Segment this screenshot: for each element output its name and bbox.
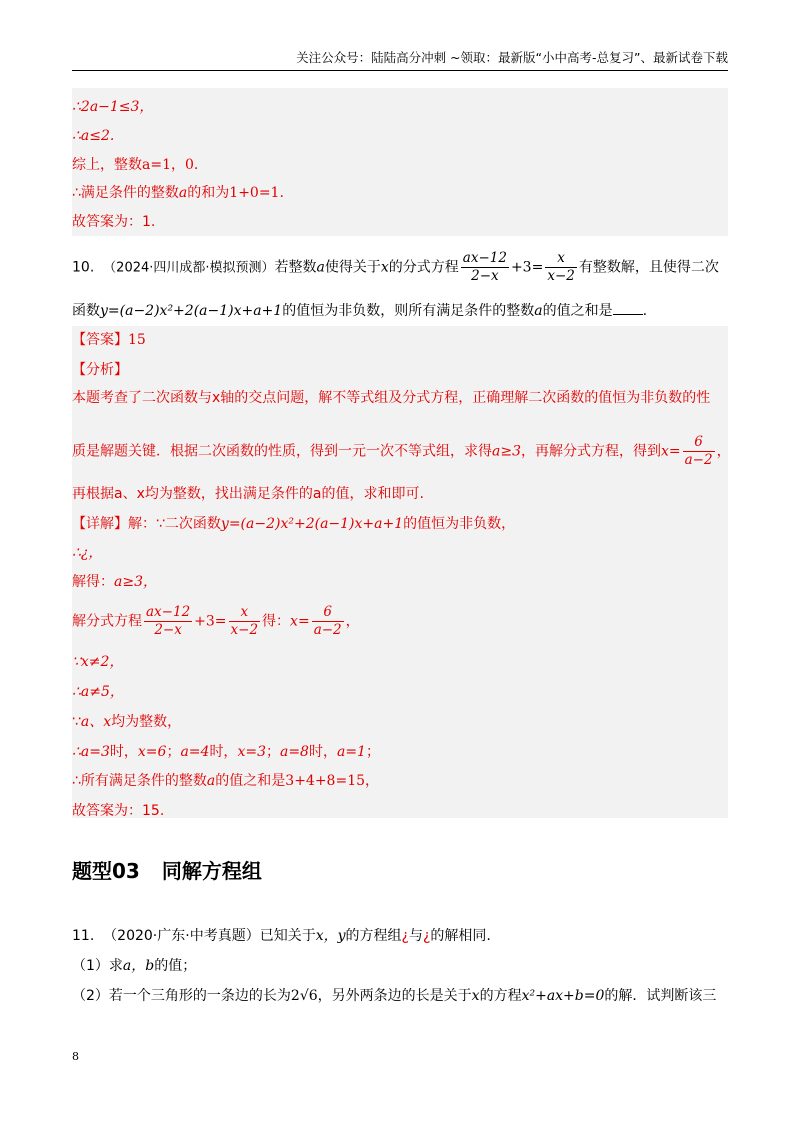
detail-line-9: ∴所有满足条件的整数a的值之和是3+4+8=15，: [72, 773, 380, 789]
analysis-label: 【分析】: [72, 362, 128, 378]
top-line-2: ∴a≤2.: [72, 128, 115, 144]
analysis-fraction: $\frac{6}{a-2}$: [684, 434, 713, 468]
analysis-line-1: 本题考查了二次函数与x轴的交点问题，解不等式组及分式方程，正确理解二次函数的值恒为非负数的性: [72, 390, 711, 406]
detail-fraction-1: $\frac{ax-12}{2-x}$: [146, 604, 191, 638]
top-line-5: 故答案为：1.: [72, 214, 156, 230]
section-title: 同解方程组: [161, 859, 262, 883]
analysis-line-2: 质是解题关键．根据二次函数的性质，得到一元一次不等式组，求得a≥3，再解分式方程，得到x= $\frac{6}{a-2}$ ，: [72, 434, 731, 468]
q11-line-3: （2）若一个三角形的一条边的长为2√6，另外两条边的长是关于x的方程x²+ax+b=0的解．试判断该三: [72, 988, 717, 1004]
top-line-1: ∴2a−1≤3，: [72, 99, 154, 115]
page-number: 8: [72, 1050, 79, 1063]
q10-fraction-1: $\frac{ax-12}{2-x}$: [462, 250, 507, 284]
detail-line-10: 故答案为：15.: [72, 803, 165, 819]
top-line-3: 综上，整数a=1，0.: [72, 157, 199, 173]
top-line-4: ∴满足条件的整数a的和为1+0=1.: [72, 185, 284, 201]
detail-fraction-3: $\frac{6}{a-2}$: [313, 604, 342, 638]
q10-fraction-2: $\frac{x}{x-2}$: [547, 250, 575, 284]
page-header: 关注公众号：陆陆高分冲刺 ~领取：最新版“小中高考-总复习”、最新试卷下载: [72, 46, 728, 71]
answer-line: 【答案】15: [72, 332, 146, 348]
q10-line-1: 10. （2024·四川成都·模拟预测）若整数a使得关于x的分式方程 $\frac{ax-12}{2-x}$ +3= $\frac{x}{x-2}$ 有整数解，且使得二次: [72, 250, 719, 284]
detail-fraction-2: $\frac{x}{x-2}$: [230, 604, 259, 638]
q10-line-2: 函数y=(a−2)x²+2(a−1)x+a+1的值恒为非负数，则所有满足条件的整数a的值之和是 .: [72, 300, 647, 321]
q11-line-2: （1）求a，b的值；: [72, 958, 197, 974]
section-label: 题型03: [72, 859, 140, 883]
detail-line-3: 解得：a≥3，: [72, 574, 157, 590]
detail-line-1: 【详解】解：∵二次函数y=(a−2)x²+2(a−1)x+a+1的值恒为非负数，: [72, 516, 516, 532]
detail-line-7: ∵a、x均为整数，: [72, 714, 182, 730]
detail-line-4: 解分式方程 $\frac{ax-12}{2-x}$ +3= $\frac{x}{x-2}$ 得：x= $\frac{6}{a-2}$ ，: [72, 604, 360, 638]
detail-line-8: ∴a=3时，x=6；a=4时，x=3；a=8时，a=1；: [72, 744, 380, 760]
answer-blank: [613, 300, 643, 315]
analysis-line-3: 再根据a、x均为整数，找出满足条件的a的值，求和即可.: [72, 486, 424, 502]
section-heading: [72, 855, 262, 884]
detail-line-2: ∴¿，: [72, 545, 103, 561]
detail-line-6: ∴a≠5，: [72, 684, 124, 700]
detail-line-5: ∵x≠2，: [72, 654, 124, 670]
q11-line-1: 11. （2020·广东·中考真题）已知关于x，y的方程组¿与¿的解相同.: [72, 928, 491, 944]
